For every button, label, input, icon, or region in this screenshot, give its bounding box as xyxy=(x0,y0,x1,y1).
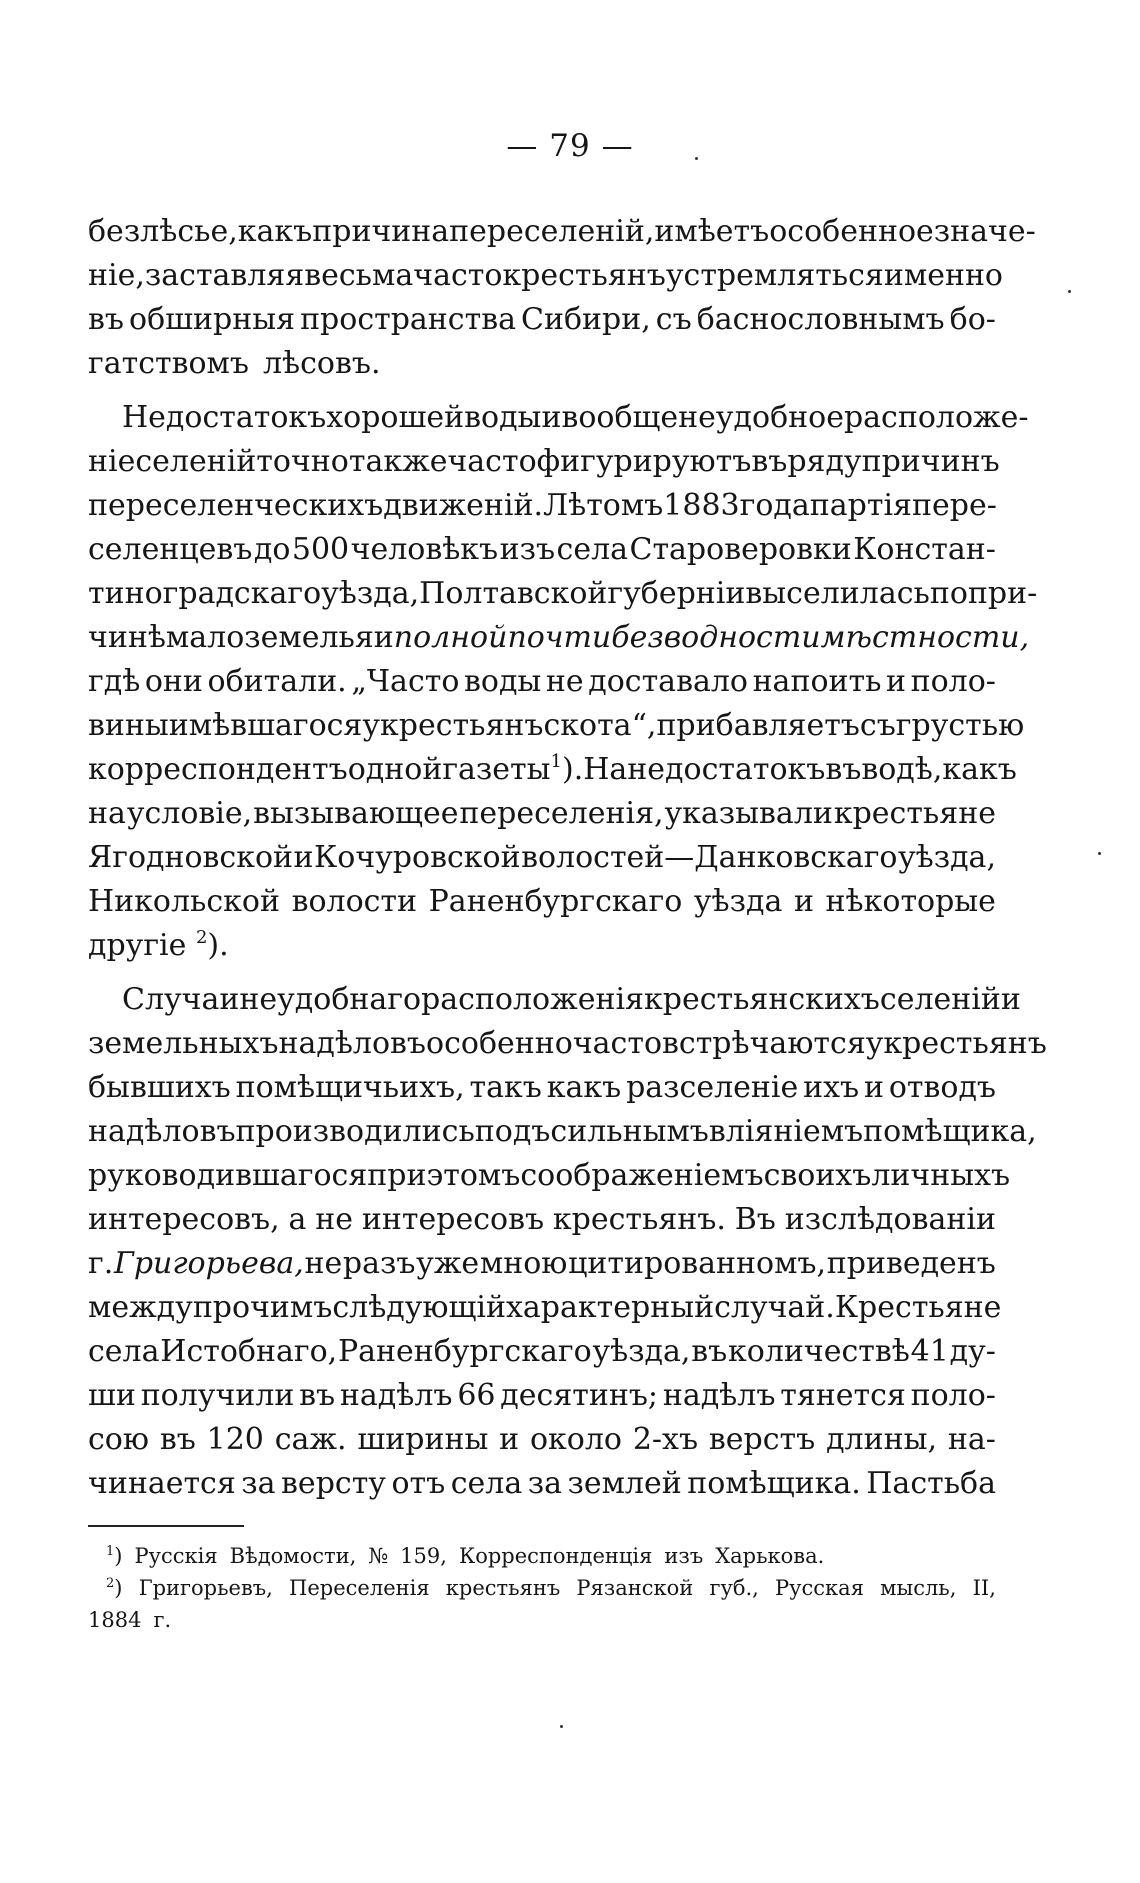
text-line: Недостатокъ хорошей воды и вообще неудобное расположе- xyxy=(122,400,1029,435)
text-line: надѣловъ производились подъ сильнымъ вліяніемъ помѣщика, xyxy=(88,1114,1037,1149)
footnote-2-continued: 1884 г. xyxy=(88,1608,172,1632)
body-text xyxy=(88,210,1047,1506)
text-line: другіе $^2$). xyxy=(88,927,229,963)
text-line: г. Григорьева, не разъ уже мною цитированномъ, приведенъ xyxy=(88,1246,996,1281)
text-line: села Истобнаго, Раненбургскаго уѣзда, въ количествѣ 41 ду- xyxy=(88,1334,996,1369)
text-line: между прочимъ слѣдующій характерный случай. Крестьяне xyxy=(88,1290,1002,1325)
footnote-1: $^1$) Русскія Вѣдомости, № 159, Корреспонденція изъ Харькова. xyxy=(106,1544,825,1568)
text-line: бывшихъ помѣщичьихъ, такъ какъ разселеніе ихъ и отводъ xyxy=(88,1070,996,1105)
page-number: — 79 — xyxy=(506,128,634,164)
text-line: въ обширныя пространства Сибири, съ баснословнымъ бо- xyxy=(88,302,996,337)
text-line: тиноградскаго уѣзда, Полтавской губерніи выселилась по при- xyxy=(88,576,1038,611)
scan-speck xyxy=(695,157,698,160)
text-line: ши получили въ надѣлъ 66 десятинъ; надѣлъ тянется поло- xyxy=(88,1378,996,1413)
footnote-2: $^2$) Григорьевъ, Переселенія крестьянъ Рязанской губ., Русская мысль, II, xyxy=(106,1576,996,1600)
text-line: сою въ 120 саж. ширины и около 2-хъ верстъ длины, на- xyxy=(88,1422,996,1457)
text-line: селенцевъ до 500 человѣкъ изъ села Староверовки Констан- xyxy=(88,532,996,567)
footnote-rule xyxy=(88,1525,244,1527)
text-line: на условіе, вызывающее переселенія, указывали крестьяне xyxy=(88,796,996,831)
scan-speck xyxy=(560,1725,563,1728)
scan-speck xyxy=(1098,852,1101,855)
text-line: Случаи неудобнаго расположенія крестьянскихъ селеній и xyxy=(122,982,1021,1017)
text-line: переселенческихъ движеній. Лѣтомъ 1883 года партія пере- xyxy=(88,488,997,523)
text-line: гатствомъ лѣсовъ. xyxy=(88,346,381,381)
text-line: ніе, заставляя весьма часто крестьянъ устремляться именно xyxy=(88,258,1003,293)
text-line: Ягодновской и Кочуровской волостей—Данковскаго уѣзда, xyxy=(88,840,996,875)
footnotes xyxy=(88,1540,996,1636)
text-line: Никольской волости Раненбургскаго уѣзда и нѣкоторые xyxy=(88,884,996,919)
text-line: чинается за версту отъ села за землей помѣщика. Пастьба xyxy=(88,1466,996,1501)
text-line: руководившагося при этомъ соображеніемъ своихъ личныхъ xyxy=(88,1158,1011,1193)
text-line: ніе селеній точно также часто фигурируютъ въ ряду причинъ xyxy=(88,444,1000,479)
text-line: корреспондентъ одной газеты $^1$). На недостатокъ въ водѣ, какъ xyxy=(88,751,1017,787)
text-line: чинѣ малоземелья и полной почти безводности мѣстности, xyxy=(88,620,1030,655)
scan-speck xyxy=(1068,290,1071,293)
text-line: гдѣ они обитали. „Часто воды не доставало напоить и поло- xyxy=(88,664,996,699)
text-line: безлѣсье, какъ причина переселеній, имѣетъ особенное значе- xyxy=(88,214,1036,249)
text-line: земельныхъ надѣловъ особенно часто встрѣчаются у крестьянъ xyxy=(88,1026,1047,1061)
text-line: вины имѣвшагося у крестьянъ скота“, прибавляетъ съ грустью xyxy=(88,708,1025,743)
text-line: интересовъ, а не интересовъ крестьянъ. Въ изслѣдованіи xyxy=(88,1202,996,1237)
